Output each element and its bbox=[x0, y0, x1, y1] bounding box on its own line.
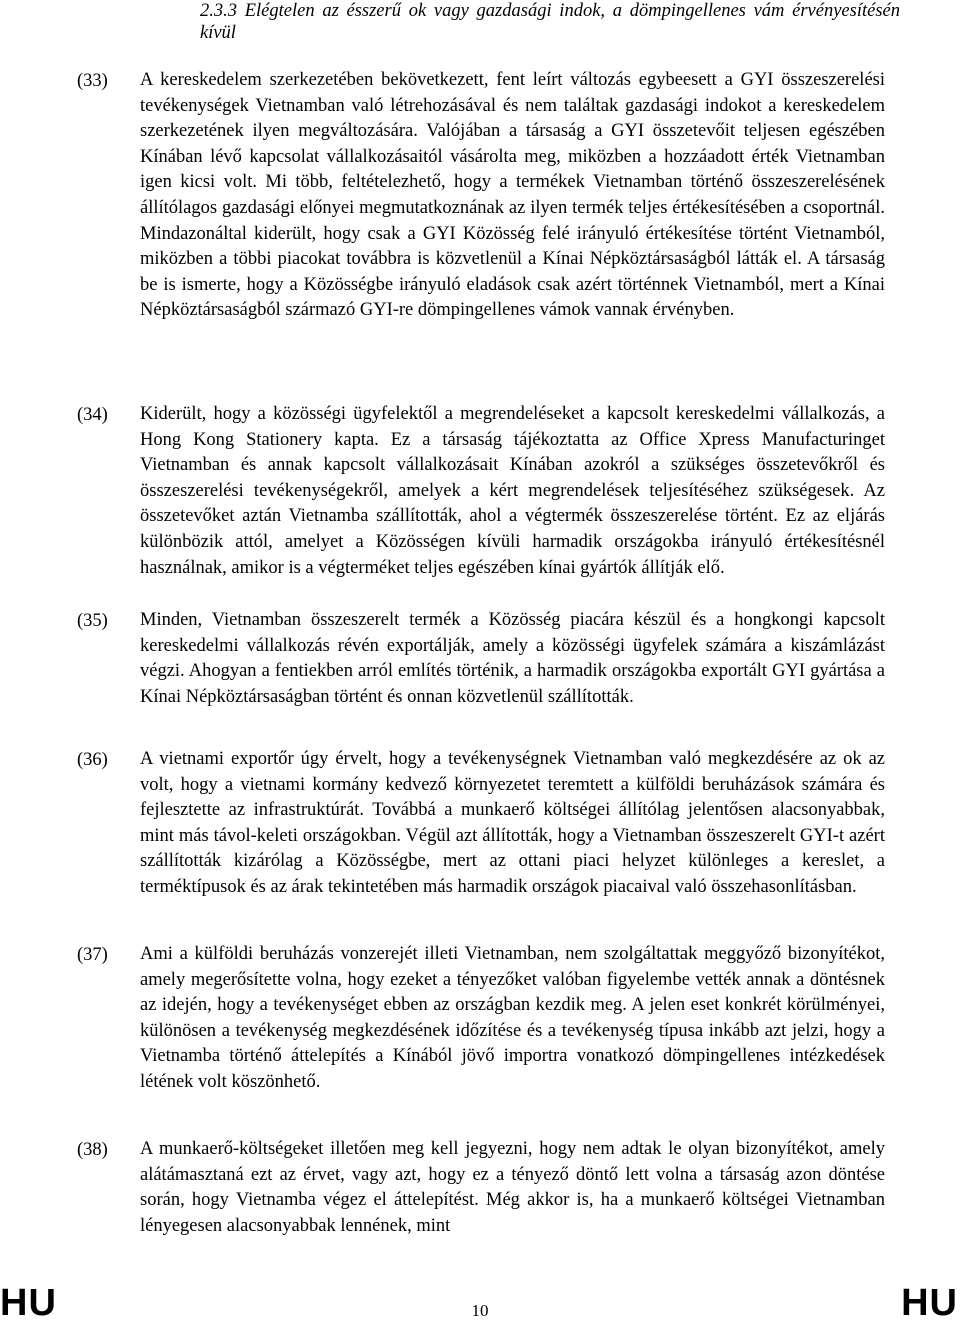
paragraph-number: (33) bbox=[77, 71, 108, 91]
paragraph-text: Kiderült, hogy a közösségi ügyfelektől a megrendeléseket a kapcsolt kereskedelmi vállalkozás, a Hong Kong Stationery kapta. Ez a társaság tájékoztatta az Office Xpress Manufacturinget Vietnamban és annak kapcsolt vállalkozásait Kínában azokról a szükséges összetevőkről és összeszerelési tevékenységekről, amelyek a kért megrendelések teljesítéséhez szükségesek. Az összetevőket aztán Vietnamba szállították, ahol a végtermék összeszerelése történt. Ez az eljárás különbözik attól, amelyet a Közösségen kívüli harmadik országokba irányuló értékesítésnél használnak, amikor is a végterméket teljes egészében kínai gyártók állítják elő. bbox=[140, 404, 885, 578]
paragraph-text: A munkaerő-költségeket illetően meg kell jegyezni, hogy nem adtak le olyan bizonyítékot, amely alátámasztaná ezt az érvet, vagy azt, hogy ez a tényező döntő lett volna a társaság azon döntése során, hogy Vietnamba végez el áttelepítést. Még akkor is, ha a munkaerő költségei Vietnamban lényegesen alacsonyabbak lennének, mint bbox=[140, 1139, 885, 1236]
paragraph-text: A vietnami exportőr úgy érvelt, hogy a tevékenységnek Vietnamban való megkezdésére az ok az volt, hogy a vietnami kormány kedvező környezetet teremtett a külföldi beruházások számára és fejlesztette az infrastruktúrát. Továbbá a munkaerő költségei állítólag jelentősen alacsonyabbak, mint más távol-keleti országokban. Végül azt állították, hogy a Vietnamban összeszerelt GYI-t azért szállították kizárólag a Közösségbe, mert az ottani piaci helyzet különleges a kereslet, a terméktípusok és az árak tekintetében más harmadik országok piacaival való összehasonlításban. bbox=[140, 749, 885, 897]
section-heading bbox=[200, 0, 900, 44]
paragraph-text: Minden, Vietnamban összeszerelt termék a Közösség piacára készül és a hongkongi kapcsolt kereskedelmi vállalkozás révén exportálják, amely a közösségi ügyfelek számára a kiszámlázást végzi. Ahogyan a fentiekben arról említés történik, a harmadik országokba exportált GYI gyártása a Kínai Népköztársaságban történt és onnan közvetlenül szállították. bbox=[140, 610, 885, 707]
footer-language-right: HU bbox=[901, 1282, 958, 1324]
page-number: 10 bbox=[471, 1301, 489, 1320]
section-title: Elégtelen az ésszerű ok vagy gazdasági indok, a dömpingellenes vám érvényesítésén kívül bbox=[200, 1, 900, 43]
paragraph-number: (36) bbox=[77, 750, 108, 770]
paragraph-number: (35) bbox=[77, 611, 108, 631]
paragraph-text: Ami a külföldi beruházás vonzerejét illeti Vietnamban, nem szolgáltattak meggyőző bizonyítékot, amely megerősítette volna, hogy ezeket a tényezőket valóban figyelembe vették annak a döntésnek az idején, hogy a tevékenységet ebben az országban kezdik meg. A jelen eset konkrét körülményei, különösen a tevékenység megkezdésének időzítése és a tevékenység típusa inkább azt jelzi, hogy a Vietnamba történő áttelepítés a Kínából jövő importra vonatkozó dömpingellenes intézkedések létének volt köszönhető. bbox=[140, 944, 885, 1092]
paragraph-text: A kereskedelem szerkezetében bekövetkezett, fent leírt változás egybeesett a GYI összeszerelési tevékenységek Vietnamban való létrehozásával és nem találtak gazdasági indokot a kereskedelem szerkezetének ilyen megváltozására. Valójában a társaság a GYI összetevőit teljesen egészében Kínában lévő kapcsolat vállalkozásaitól vásárolta meg, miközben a hozzáadott érték Vietnamban igen kicsi volt. Mi több, feltételezhető, hogy a termékek Vietnamban történő összeszerelésének állítólagos gazdasági előnyei megmutatkoznának az ilyen termék teljes értékesítésében a csoportnál. Mindazonáltal kiderült, hogy csak a GYI Közösség felé irányuló értékesítése történt Vietnamból, miközben a többi piacokat továbbra is közvetlenül a Kínai Népköztársaságból látták el. A társaság be is ismerte, hogy a Közösségbe irányuló eladások csak azért történnek Vietnamból, mert a Kínai Népköztársaságból származó GYI-re dömpingellenes vámok vannak érvényben. bbox=[140, 70, 885, 321]
footer-language-left: HU bbox=[0, 1282, 57, 1324]
paragraph-number: (38) bbox=[77, 1140, 108, 1160]
section-number: 2.3.3 bbox=[200, 1, 237, 21]
paragraph-number: (37) bbox=[77, 945, 108, 965]
paragraph-number: (34) bbox=[77, 405, 108, 425]
